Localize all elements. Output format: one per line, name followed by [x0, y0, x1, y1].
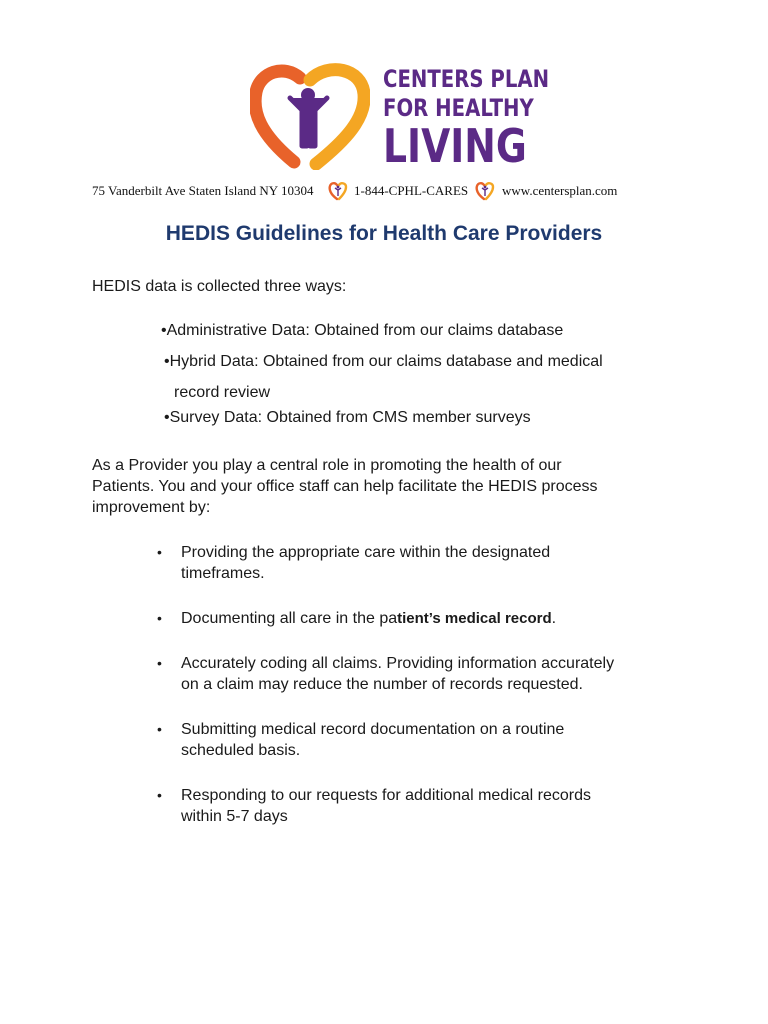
heart-person-icon [328, 181, 348, 201]
heart-person-icon [250, 62, 370, 170]
phone-text: 1-844-CPHL-CARES [354, 183, 469, 198]
bullet-2-end: . [551, 610, 557, 627]
address-text: 75 Vanderbilt Ave Staten Island NY 10304 [92, 183, 314, 198]
bullet-2-bold: tient’s medical record [397, 610, 552, 627]
bullet-1-line-2: timeframes. [181, 565, 265, 582]
bullet-marker: • [157, 610, 162, 626]
logo-line-3: LIVING [383, 119, 527, 173]
logo-line-2: FOR HEALTHY [383, 94, 534, 122]
logo-line-1: CENTERS PLAN [383, 65, 550, 93]
contact-line [92, 181, 692, 203]
provider-paragraph-line-3: improvement by: [92, 499, 211, 516]
bullet-5-line-1: Responding to our requests for additional medical records [181, 787, 592, 804]
heart-person-icon [475, 181, 495, 201]
data-type-survey: •Survey Data: Obtained from CMS member surveys [164, 409, 531, 426]
data-type-hybrid-line-2: record review [174, 384, 271, 401]
intro-text: HEDIS data is collected three ways: [92, 278, 347, 295]
data-type-administrative: •Administrative Data: Obtained from our claims database [161, 322, 564, 339]
website-link[interactable]: www.centersplan.com [502, 183, 618, 198]
bullet-marker: • [157, 655, 162, 671]
bullet-3-line-2: on a claim may reduce the number of records requested. [181, 676, 583, 693]
provider-paragraph-line-2: Patients. You and your office staff can help facilitate the HEDIS process [92, 478, 598, 495]
bullet-1-line-1: Providing the appropriate care within the designated [181, 544, 551, 561]
bullet-marker: • [157, 787, 162, 803]
bullet-marker: • [157, 544, 162, 560]
page-title: HEDIS Guidelines for Health Care Providers [165, 222, 603, 245]
bullet-5-line-2: within 5-7 days [181, 808, 288, 825]
data-type-hybrid-line-1: •Hybrid Data: Obtained from our claims database and medical [164, 353, 603, 370]
bullet-4-line-1: Submitting medical record documentation on a routine [181, 721, 565, 738]
provider-paragraph-line-1: As a Provider you play a central role in promoting the health of our [92, 457, 562, 474]
bullet-4-line-2: scheduled basis. [181, 742, 301, 759]
logo-wordmark [383, 65, 586, 173]
company-logo [250, 62, 550, 173]
bullet-marker: • [157, 721, 162, 737]
bullet-3-line-1: Accurately coding all claims. Providing information accurately [181, 655, 615, 672]
bullet-2-start: Documenting all care in the pa [181, 610, 398, 627]
bullet-2-text [181, 608, 556, 629]
